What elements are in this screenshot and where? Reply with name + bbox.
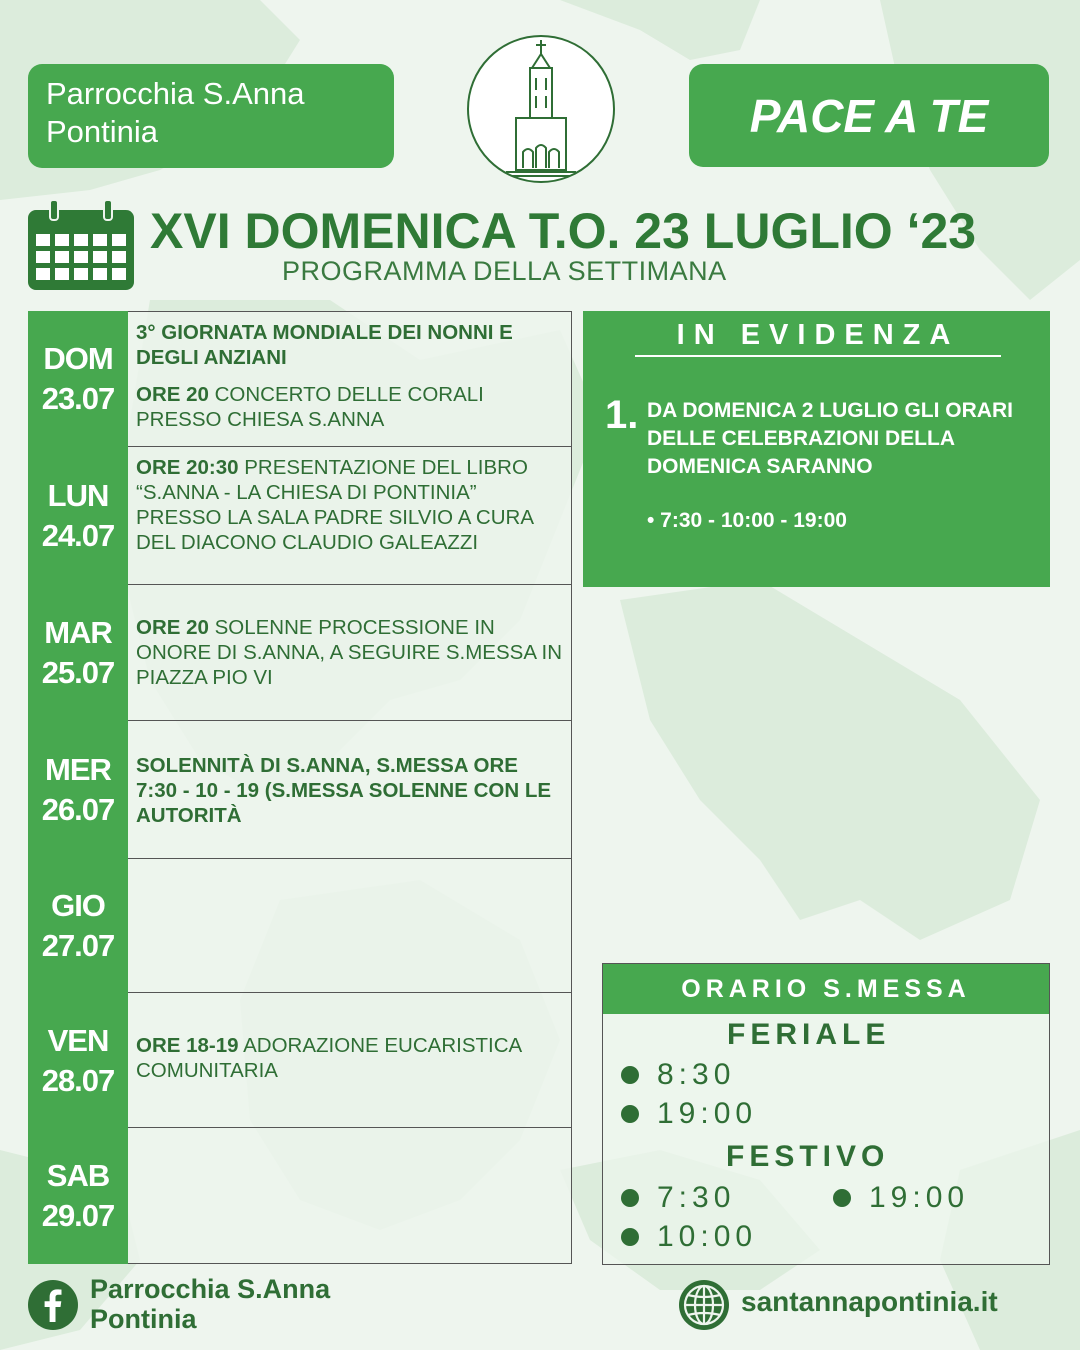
time-value: 8:30	[657, 1058, 736, 1091]
weekly-schedule	[28, 311, 572, 1264]
day-date: 23.07	[41, 381, 115, 416]
time-value: 10:00	[657, 1220, 758, 1253]
parish-name-line2: Pontinia	[46, 114, 159, 149]
day-label	[28, 585, 128, 721]
bullet-dot	[621, 1189, 639, 1207]
event-highlight: ORE 18-19	[136, 1034, 239, 1057]
event-text	[136, 455, 563, 555]
feriale-time	[621, 1058, 735, 1092]
mass-times-box	[602, 963, 1050, 1265]
day-events	[128, 447, 572, 585]
event-text	[136, 615, 563, 690]
motto-box	[689, 64, 1049, 167]
day-events	[128, 721, 572, 859]
church-logo	[466, 34, 616, 184]
event-text	[136, 382, 563, 432]
schedule-row-dom	[28, 311, 572, 447]
calendar-icon	[26, 200, 136, 292]
mass-times-title: ORARIO S.MESSA	[603, 964, 1049, 1014]
day-date: 24.07	[41, 518, 115, 553]
day-events	[128, 311, 572, 447]
day-name: DOM	[43, 341, 113, 376]
feriale-time	[621, 1097, 757, 1131]
bullet-dot	[621, 1228, 639, 1246]
day-events	[128, 1128, 572, 1264]
festivo-time	[621, 1181, 735, 1215]
event-highlight: SOLENNITÀ DI S.ANNA, S.MESSA ORE 7:30 - 10 - 19 (S.MESSA SOLENNE CON LE AUTORITÀ	[136, 754, 552, 827]
highlight-number: 1.	[605, 393, 639, 437]
day-events	[128, 993, 572, 1128]
time-value: 19:00	[657, 1097, 758, 1130]
globe-icon[interactable]	[678, 1279, 730, 1331]
festivo-time	[833, 1181, 969, 1215]
day-name: VEN	[47, 1022, 109, 1058]
event-highlight: ORE 20	[136, 383, 209, 406]
motto-text: PACE A TE	[749, 89, 989, 142]
day-name: GIO	[51, 888, 105, 923]
day-name: SAB	[46, 1158, 110, 1193]
time-value: 7:30	[657, 1181, 736, 1214]
highlights-title: IN EVIDENZA	[635, 319, 1001, 357]
event-highlight: ORE 20:30	[136, 456, 239, 479]
bullet-dot	[833, 1189, 851, 1207]
event-highlight: ORE 20	[136, 616, 209, 639]
parish-name-line1: Parrocchia S.Anna	[46, 76, 305, 111]
event-highlight: 3° GIORNATA MONDIALE DEI NONNI E DEGLI ANZIANI	[136, 321, 513, 369]
event-text	[136, 320, 563, 370]
event-description: CONCERTO DELLE CORALI PRESSO CHIESA S.ANNA	[136, 383, 484, 431]
highlight-times: • 7:30 - 10:00 - 19:00	[647, 509, 847, 532]
page-subtitle: PROGRAMMA DELLA SETTIMANA	[282, 256, 727, 286]
festivo-time	[621, 1220, 757, 1254]
event-description: ADORAZIONE EUCARISTICA COMUNITARIA	[136, 1034, 522, 1082]
feriale-label: FERIALE	[727, 1018, 891, 1051]
website-link[interactable]: santannapontinia.it	[741, 1286, 998, 1317]
facebook-line1: Parrocchia S.Anna	[90, 1274, 331, 1304]
event-text	[136, 753, 563, 828]
schedule-row-sab	[28, 1128, 572, 1264]
day-label	[28, 721, 128, 859]
event-text	[136, 1033, 563, 1083]
schedule-row-lun	[28, 447, 572, 585]
day-events	[128, 859, 572, 993]
event-description: SOLENNE PROCESSIONE IN ONORE DI S.ANNA, A SEGUIRE S.MESSA IN PIAZZA PIO VI	[136, 616, 563, 689]
day-label	[28, 1128, 128, 1264]
facebook-line2: Pontinia	[90, 1304, 197, 1334]
day-name: MAR	[44, 615, 112, 650]
page-title: XVI DOMENICA T.O. 23 LUGLIO ‘23	[150, 203, 977, 259]
schedule-row-mar	[28, 585, 572, 721]
festivo-label: FESTIVO	[726, 1140, 890, 1173]
day-date: 27.07	[41, 928, 115, 963]
day-label	[28, 447, 128, 585]
event-description: PRESENTAZIONE DEL LIBRO “S.ANNA - LA CHIESA DI PONTINIA” PRESSO LA SALA PADRE SILVIO A CURA DEL DIACONO CLAUDIO GALEAZZI	[136, 456, 533, 554]
day-date: 26.07	[41, 792, 115, 827]
highlights-box	[583, 311, 1050, 587]
parish-name-box	[28, 64, 394, 168]
facebook-icon[interactable]	[28, 1280, 78, 1330]
schedule-row-mer	[28, 721, 572, 859]
day-label	[28, 311, 128, 447]
schedule-row-gio	[28, 859, 572, 993]
day-name: MER	[45, 752, 111, 787]
bullet-dot	[621, 1105, 639, 1123]
facebook-page-link[interactable]	[90, 1274, 410, 1334]
schedule-row-ven	[28, 993, 572, 1128]
time-value: 19:00	[869, 1181, 970, 1214]
day-events	[128, 585, 572, 721]
highlight-text: DA DOMENICA 2 LUGLIO GLI ORARI DELLE CELEBRAZIONI DELLA DOMENICA SARANNO	[647, 399, 1013, 478]
bullet-dot	[621, 1066, 639, 1084]
day-label	[28, 859, 128, 993]
day-date: 28.07	[41, 1062, 115, 1098]
day-date: 29.07	[41, 1198, 115, 1233]
day-date: 25.07	[41, 655, 115, 690]
day-name: LUN	[47, 478, 109, 513]
day-label	[28, 993, 128, 1128]
